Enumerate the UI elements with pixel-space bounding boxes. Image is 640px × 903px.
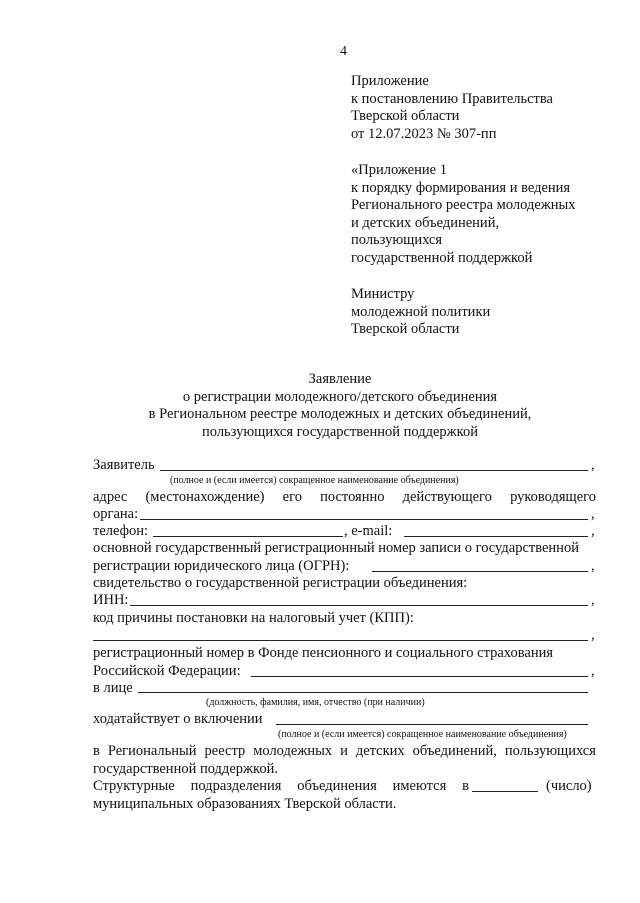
inn-field[interactable] <box>130 605 588 606</box>
register-word: в <box>93 743 100 759</box>
inn-label: ИНН: <box>93 592 129 608</box>
appendix-line: к постановлению Правительства <box>351 90 553 107</box>
addressee-line: Тверской области <box>351 321 460 337</box>
petition-field[interactable] <box>276 724 588 725</box>
appendix-line: Приложение <box>351 73 429 89</box>
pfr-field[interactable] <box>251 676 588 677</box>
applicant-label: Заявитель <box>93 457 155 473</box>
petition-label: ходатайствует о включении <box>93 711 263 727</box>
units-line2: муниципальных образованиях Тверской области. <box>93 796 397 812</box>
register-word: и <box>340 743 348 759</box>
title-line: в Региональном реестре молодежных и детских объединений, <box>148 406 532 422</box>
address-word: постоянно <box>320 489 385 505</box>
address-word: (местонахождение) <box>145 489 265 505</box>
address-word: действующего <box>402 489 492 505</box>
register-word: молодежных <box>253 743 333 759</box>
comma: , <box>591 558 595 574</box>
address-line <box>93 489 596 507</box>
register-word: реестр <box>204 743 246 759</box>
addressee-line: Министру <box>351 286 415 302</box>
register-word: Региональный <box>107 743 197 759</box>
comma: , <box>591 592 595 608</box>
address-word: адрес <box>93 489 128 505</box>
appendix1-line: к порядку формирования и ведения <box>351 179 571 196</box>
appendix1-line: пользующихся <box>351 232 443 248</box>
comma: , <box>591 523 595 539</box>
appendix-block <box>351 73 553 143</box>
applicant-hint: (полное и (если имеется) сокращенное наименование объединения) <box>170 475 459 486</box>
kpp-label: код причины постановки на налоговый учет (КПП): <box>93 610 414 626</box>
addressee-line: молодежной политики <box>351 303 491 320</box>
address-word: его <box>282 489 302 505</box>
appendix1-line: Регионального реестра молодежных <box>351 197 576 213</box>
applicant-field[interactable] <box>160 470 588 471</box>
email-field[interactable] <box>404 536 588 537</box>
appendix1-line: и детских объединений, <box>351 214 500 231</box>
page-number: 4 <box>340 44 347 59</box>
units-word: в <box>462 778 469 794</box>
petition-hint: (полное и (если имеется) сокращенное наименование объединения) <box>278 729 567 740</box>
pfr-line1: регистрационный номер в Фонде пенсионного и социального страхования <box>93 645 554 661</box>
register-word: объединений, <box>412 743 497 759</box>
appendix1-block <box>351 162 576 267</box>
address-word: руководящего <box>510 489 596 505</box>
pfr-line2: Российской Федерации: <box>93 663 241 679</box>
title-line: о регистрации молодежного/детского объединения <box>182 388 498 405</box>
register-line2: государственной поддержкой. <box>93 761 278 777</box>
comma: , <box>591 457 595 473</box>
kpp-field[interactable] <box>93 640 588 641</box>
units-number-label: (число) <box>546 778 592 794</box>
appendix-line: Тверской области <box>351 108 460 124</box>
units-word: Структурные <box>93 778 175 794</box>
register-line <box>93 743 596 761</box>
register-word: детских <box>355 743 405 759</box>
ogrn-field[interactable] <box>372 571 588 572</box>
comma: , <box>591 663 595 679</box>
units-word: имеются <box>392 778 447 794</box>
appendix1-line: «Приложение 1 <box>351 162 447 178</box>
units-line <box>93 778 469 796</box>
phone-label: телефон: <box>93 523 149 539</box>
comma: , <box>591 506 595 522</box>
person-label: в лице <box>93 680 133 696</box>
ogrn-line2: регистрации юридического лица (ОГРН): <box>93 558 350 574</box>
units-word: подразделения <box>190 778 282 794</box>
register-word: пользующихся <box>504 743 596 759</box>
phone-field[interactable] <box>153 536 343 537</box>
units-word: объединения <box>297 778 377 794</box>
title-line: Заявление <box>308 371 372 387</box>
certificate-label: свидетельство о государственной регистрации объединения: <box>93 575 468 591</box>
comma: , <box>591 627 595 643</box>
units-number-field[interactable] <box>472 791 538 792</box>
person-field[interactable] <box>138 692 588 693</box>
document-title <box>80 371 600 441</box>
ogrn-line1: основной государственный регистрационный номер записи о государственной <box>93 540 579 556</box>
appendix-line: от 12.07.2023 № 307-пп <box>351 125 497 142</box>
organ-label: органа: <box>93 506 139 522</box>
organ-field[interactable] <box>140 519 588 520</box>
email-label: , e-mail: <box>344 523 393 539</box>
addressee-block <box>351 286 490 339</box>
appendix1-line: государственной поддержкой <box>351 249 533 266</box>
person-hint: (должность, фамилия, имя, отчество (при наличии) <box>206 697 425 708</box>
title-line: пользующихся государственной поддержкой <box>202 423 478 440</box>
